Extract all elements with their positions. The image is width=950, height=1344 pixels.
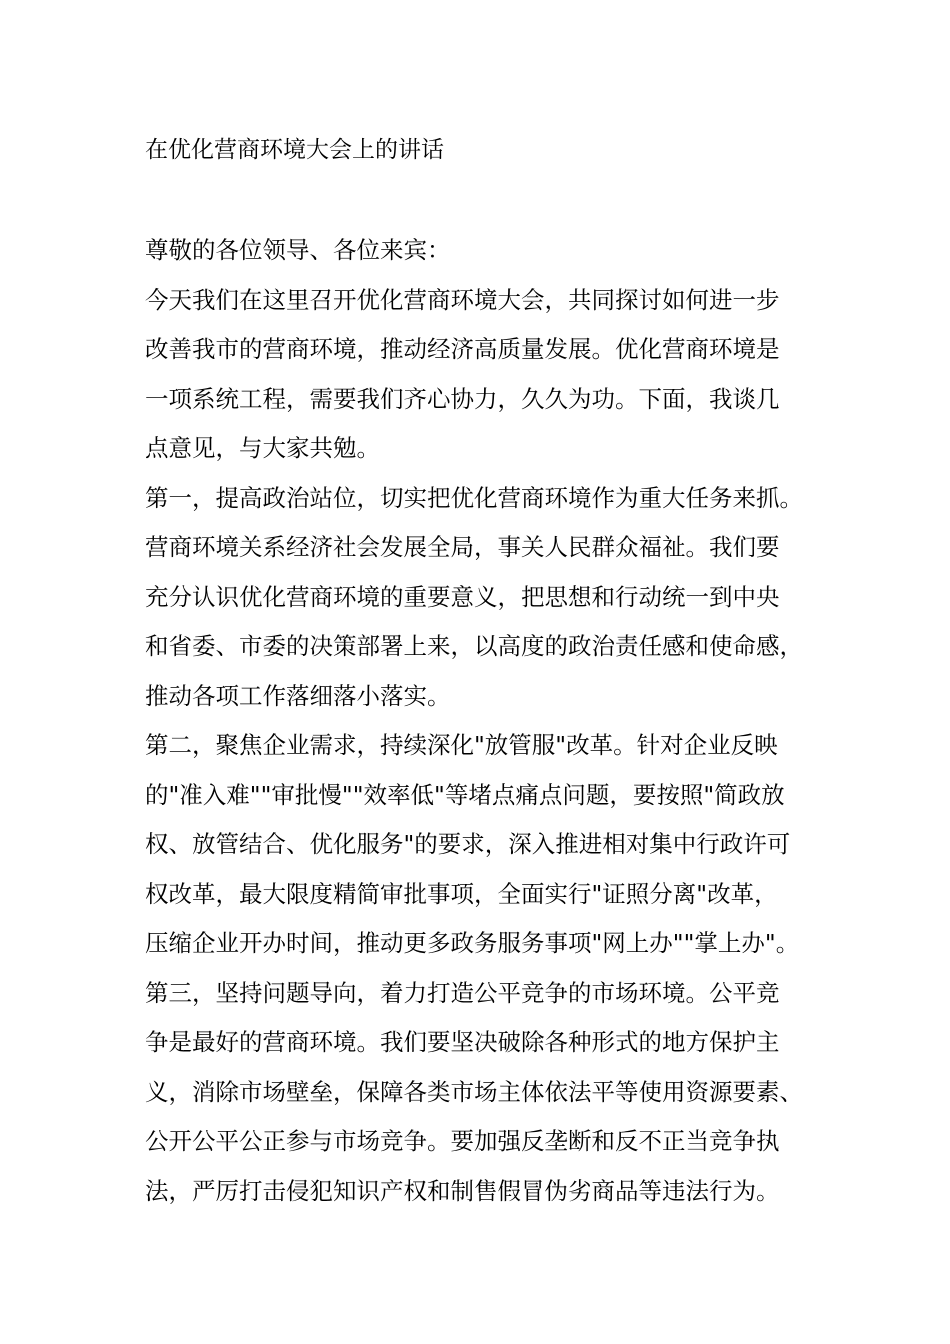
text-line: 一项系统工程，需要我们齐心协力，久久为功。下面，我谈几	[145, 384, 780, 413]
text-line: 法，严厉打击侵犯知识产权和制售假冒伪劣商品等违法行为。	[145, 1176, 780, 1205]
text-line: 压缩企业开办时间，推动更多政务服务事项"网上办""掌上办"。	[145, 929, 800, 957]
text-line: 义，消除市场壁垒，保障各类市场主体依法平等使用资源要素、	[145, 1077, 803, 1106]
text-line: 第二，聚焦企业需求，持续深化"放管服"改革。针对企业反映	[145, 731, 778, 759]
text-line: 充分认识优化营商环境的重要意义，把思想和行动统一到中央	[145, 582, 780, 611]
document-title: 在优化营商环境大会上的讲话	[145, 137, 444, 163]
salutation-line: 尊敬的各位领导、各位来宾：	[145, 236, 451, 264]
text-line: 第一，提高政治站位，切实把优化营商环境作为重大任务来抓。	[145, 483, 803, 512]
text-line: 营商环境关系经济社会发展全局，事关人民群众福祉。我们要	[145, 533, 780, 561]
text-line: 和省委、市委的决策部署上来，以高度的政治责任感和使命感，	[145, 632, 803, 660]
text-line: 公开公平公正参与市场竞争。要加强反垄断和反不正当竞争执	[145, 1127, 780, 1155]
text-line: 争是最好的营商环境。我们要坚决破除各种形式的地方保护主	[145, 1028, 780, 1056]
text-line: 的"准入难""审批慢""效率低"等堵点痛点问题，要按照"简政放	[145, 780, 785, 809]
text-line: 权改革，最大限度精简审批事项，全面实行"证照分离"改革，	[145, 879, 778, 908]
text-line: 点意见，与大家共勉。	[145, 434, 380, 462]
text-line: 权、放管结合、优化服务"的要求，深入推进相对集中行政许可	[145, 830, 791, 858]
text-line: 改善我市的营商环境，推动经济高质量发展。优化营商环境是	[145, 335, 780, 363]
text-line: 推动各项工作落细落小落实。	[145, 681, 451, 710]
text-line: 第三，坚持问题导向，着力打造公平竞争的市场环境。公平竞	[145, 978, 780, 1007]
text-line: 今天我们在这里召开优化营商环境大会，共同探讨如何进一步	[145, 285, 780, 314]
document-body	[145, 230, 835, 1220]
